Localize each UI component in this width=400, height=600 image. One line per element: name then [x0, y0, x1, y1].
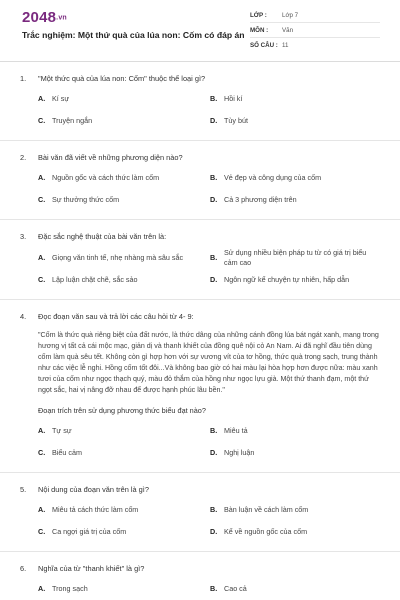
- question-number: 5.: [20, 485, 27, 494]
- option-letter: D.: [210, 275, 218, 285]
- option-letter: A.: [38, 94, 46, 104]
- option-text: Bàn luận về cách làm cốm: [224, 505, 309, 515]
- option-text: Tùy bút: [224, 116, 248, 126]
- option-a[interactable]: [38, 248, 210, 267]
- option-b[interactable]: [210, 422, 378, 440]
- option-text: Nghị luận: [224, 448, 255, 458]
- question-4: [0, 300, 400, 473]
- meta-row-count: [250, 38, 380, 53]
- option-text: Trong sạch: [52, 584, 88, 594]
- option-a[interactable]: [38, 422, 210, 440]
- page-title: Trắc nghiệm: Một thứ quà của lúa non: Cốm có đáp án: [22, 30, 245, 40]
- option-b[interactable]: [210, 248, 378, 267]
- option-letter: A.: [38, 173, 46, 183]
- question-text: Bài văn đã viết về những phương diện nào?: [38, 153, 183, 162]
- question-list: [0, 62, 400, 600]
- logo-suffix: .vn: [56, 14, 67, 22]
- option-a[interactable]: [38, 169, 210, 187]
- option-text: Sử dụng nhiều biện pháp tu từ có giá trị biểu cảm cao: [224, 248, 367, 267]
- option-b[interactable]: [210, 169, 378, 187]
- option-letter: C.: [38, 527, 46, 537]
- option-letter: B.: [210, 173, 218, 183]
- question-6: [0, 552, 400, 600]
- option-c[interactable]: [38, 112, 210, 130]
- meta-label: MÔN :: [250, 26, 269, 34]
- option-letter: B.: [210, 584, 218, 594]
- sub-question-text: Đoạn trích trên sử dụng phương thức biểu đạt nào?: [38, 406, 206, 415]
- option-text: Tự sự: [52, 426, 72, 436]
- meta-row-subject: [250, 23, 380, 38]
- option-letter: A.: [38, 426, 46, 436]
- question-number: 1.: [20, 74, 27, 83]
- question-3: [0, 220, 400, 300]
- option-text: Vẻ đẹp và công dụng của cốm: [224, 173, 322, 183]
- page-header: [0, 0, 400, 62]
- option-text: Ngôn ngữ kể chuyện tự nhiên, hấp dẫn: [224, 275, 350, 285]
- meta-value: Văn: [282, 26, 294, 34]
- question-header: [20, 485, 380, 495]
- option-letter: A.: [38, 252, 46, 262]
- question-2: [0, 141, 400, 220]
- question-number: 2.: [20, 153, 27, 162]
- option-d[interactable]: [210, 271, 378, 289]
- question-number: 4.: [20, 312, 27, 321]
- option-c[interactable]: [38, 191, 210, 209]
- option-text: Hồi kí: [224, 94, 243, 104]
- option-b[interactable]: [210, 580, 378, 598]
- option-c[interactable]: [38, 523, 210, 541]
- option-letter: B.: [210, 505, 218, 515]
- question-header: [20, 153, 380, 163]
- option-text: Miêu tả: [224, 426, 248, 436]
- option-d[interactable]: [210, 191, 378, 209]
- option-group: [38, 248, 380, 289]
- option-b[interactable]: [210, 501, 378, 519]
- logo-main: 2048: [22, 9, 57, 26]
- question-text: Đặc sắc nghệ thuật của bài văn trên là:: [38, 232, 167, 241]
- question-header: [20, 564, 380, 574]
- option-text: Cả 3 phương diện trên: [224, 195, 297, 205]
- question-number: 3.: [20, 232, 27, 241]
- option-text: Sự thưởng thức cốm: [52, 195, 120, 205]
- option-group: [38, 169, 380, 209]
- question-number: 6.: [20, 564, 27, 573]
- question-text: Nghĩa của từ "thanh khiết" là gì?: [38, 564, 145, 573]
- meta-value: 11: [282, 42, 289, 49]
- option-text: Cao cả: [224, 584, 247, 594]
- option-letter: B.: [210, 94, 218, 104]
- option-letter: C.: [38, 448, 46, 458]
- option-text: Lập luận chặt chẽ, sắc sảo: [52, 275, 138, 285]
- meta-label: LỚP :: [250, 11, 267, 19]
- option-group: [38, 90, 380, 130]
- meta-label: SỐ CÂU :: [250, 42, 278, 49]
- question-1: [0, 62, 400, 141]
- reading-passage: "Cốm là thức quà riêng biệt của đất nước, là thức dâng của những cánh đồng lúa bát ngát xanh, mang trong hương vị tất cả cái mộc mạc, giản dị và thanh khiết của đồng quê nội cỏ An Nam. Ai đã nghĩ đầu tiên dùng cốm làm quà sêu tết. Không còn gì hợp hơn với sự vương vít của tơ hồng, thức quà trong sạch, trung thành như các việc lễ nghi. Hồng cốm tốt đôi...Và không bao giờ có hai màu lại hòa hợp hơn được nữa: màu xanh tươi của cốm như ngọc thạch quý, màu đỏ thắm của hồng như ngọc lựu già. Một thứ thanh đạm, một thứ ngọt sắc, hai vị nâng đỡ nhau để được hạnh phúc lâu bền.": [38, 331, 379, 394]
- option-letter: D.: [210, 195, 218, 205]
- option-c[interactable]: [38, 444, 210, 462]
- option-c[interactable]: [38, 271, 210, 289]
- option-text: Truyện ngắn: [52, 116, 93, 126]
- option-d[interactable]: [210, 523, 378, 541]
- option-letter: A.: [38, 584, 46, 594]
- question-header: [20, 232, 380, 242]
- meta-row-grade: [250, 8, 380, 23]
- question-header: [20, 312, 380, 322]
- option-text: Giọng văn tinh tế, nhẹ nhàng mà sâu sắc: [52, 252, 184, 262]
- meta-value: Lớp 7: [282, 11, 299, 19]
- option-a[interactable]: [38, 90, 210, 108]
- option-d[interactable]: [210, 112, 378, 130]
- option-letter: C.: [38, 195, 46, 205]
- option-letter: C.: [38, 116, 46, 126]
- option-letter: C.: [38, 275, 46, 285]
- question-text: "Một thức quà của lúa non: Cốm" thuộc thể loại gì?: [38, 74, 206, 83]
- option-text: Biểu cảm: [52, 448, 82, 458]
- site-logo[interactable]: [22, 9, 67, 26]
- option-text: Ca ngợi giá trị của cốm: [52, 527, 127, 537]
- question-text: Đọc đoạn văn sau và trả lời các câu hỏi từ 4- 9:: [38, 312, 194, 321]
- option-letter: D.: [210, 116, 218, 126]
- question-header: [20, 74, 380, 84]
- option-letter: B.: [210, 426, 218, 436]
- option-text: Miêu tả cách thức làm cốm: [52, 505, 139, 515]
- option-group: [38, 422, 380, 462]
- option-group: [38, 580, 380, 598]
- option-letter: B.: [210, 252, 218, 262]
- option-letter: D.: [210, 448, 218, 458]
- option-letter: D.: [210, 527, 218, 537]
- option-letter: A.: [38, 505, 46, 515]
- option-group: [38, 501, 380, 541]
- option-a[interactable]: [38, 580, 210, 598]
- option-text: Kể về nguồn gốc của cốm: [224, 527, 308, 537]
- option-d[interactable]: [210, 444, 378, 462]
- option-b[interactable]: [210, 90, 378, 108]
- option-text: Kí sự: [52, 94, 70, 104]
- option-a[interactable]: [38, 501, 210, 519]
- option-text: Nguồn gốc và cách thức làm cốm: [52, 173, 160, 183]
- question-5: [0, 473, 400, 552]
- question-text: Nội dung của đoạn văn trên là gì?: [38, 485, 149, 494]
- meta-box: [250, 8, 380, 53]
